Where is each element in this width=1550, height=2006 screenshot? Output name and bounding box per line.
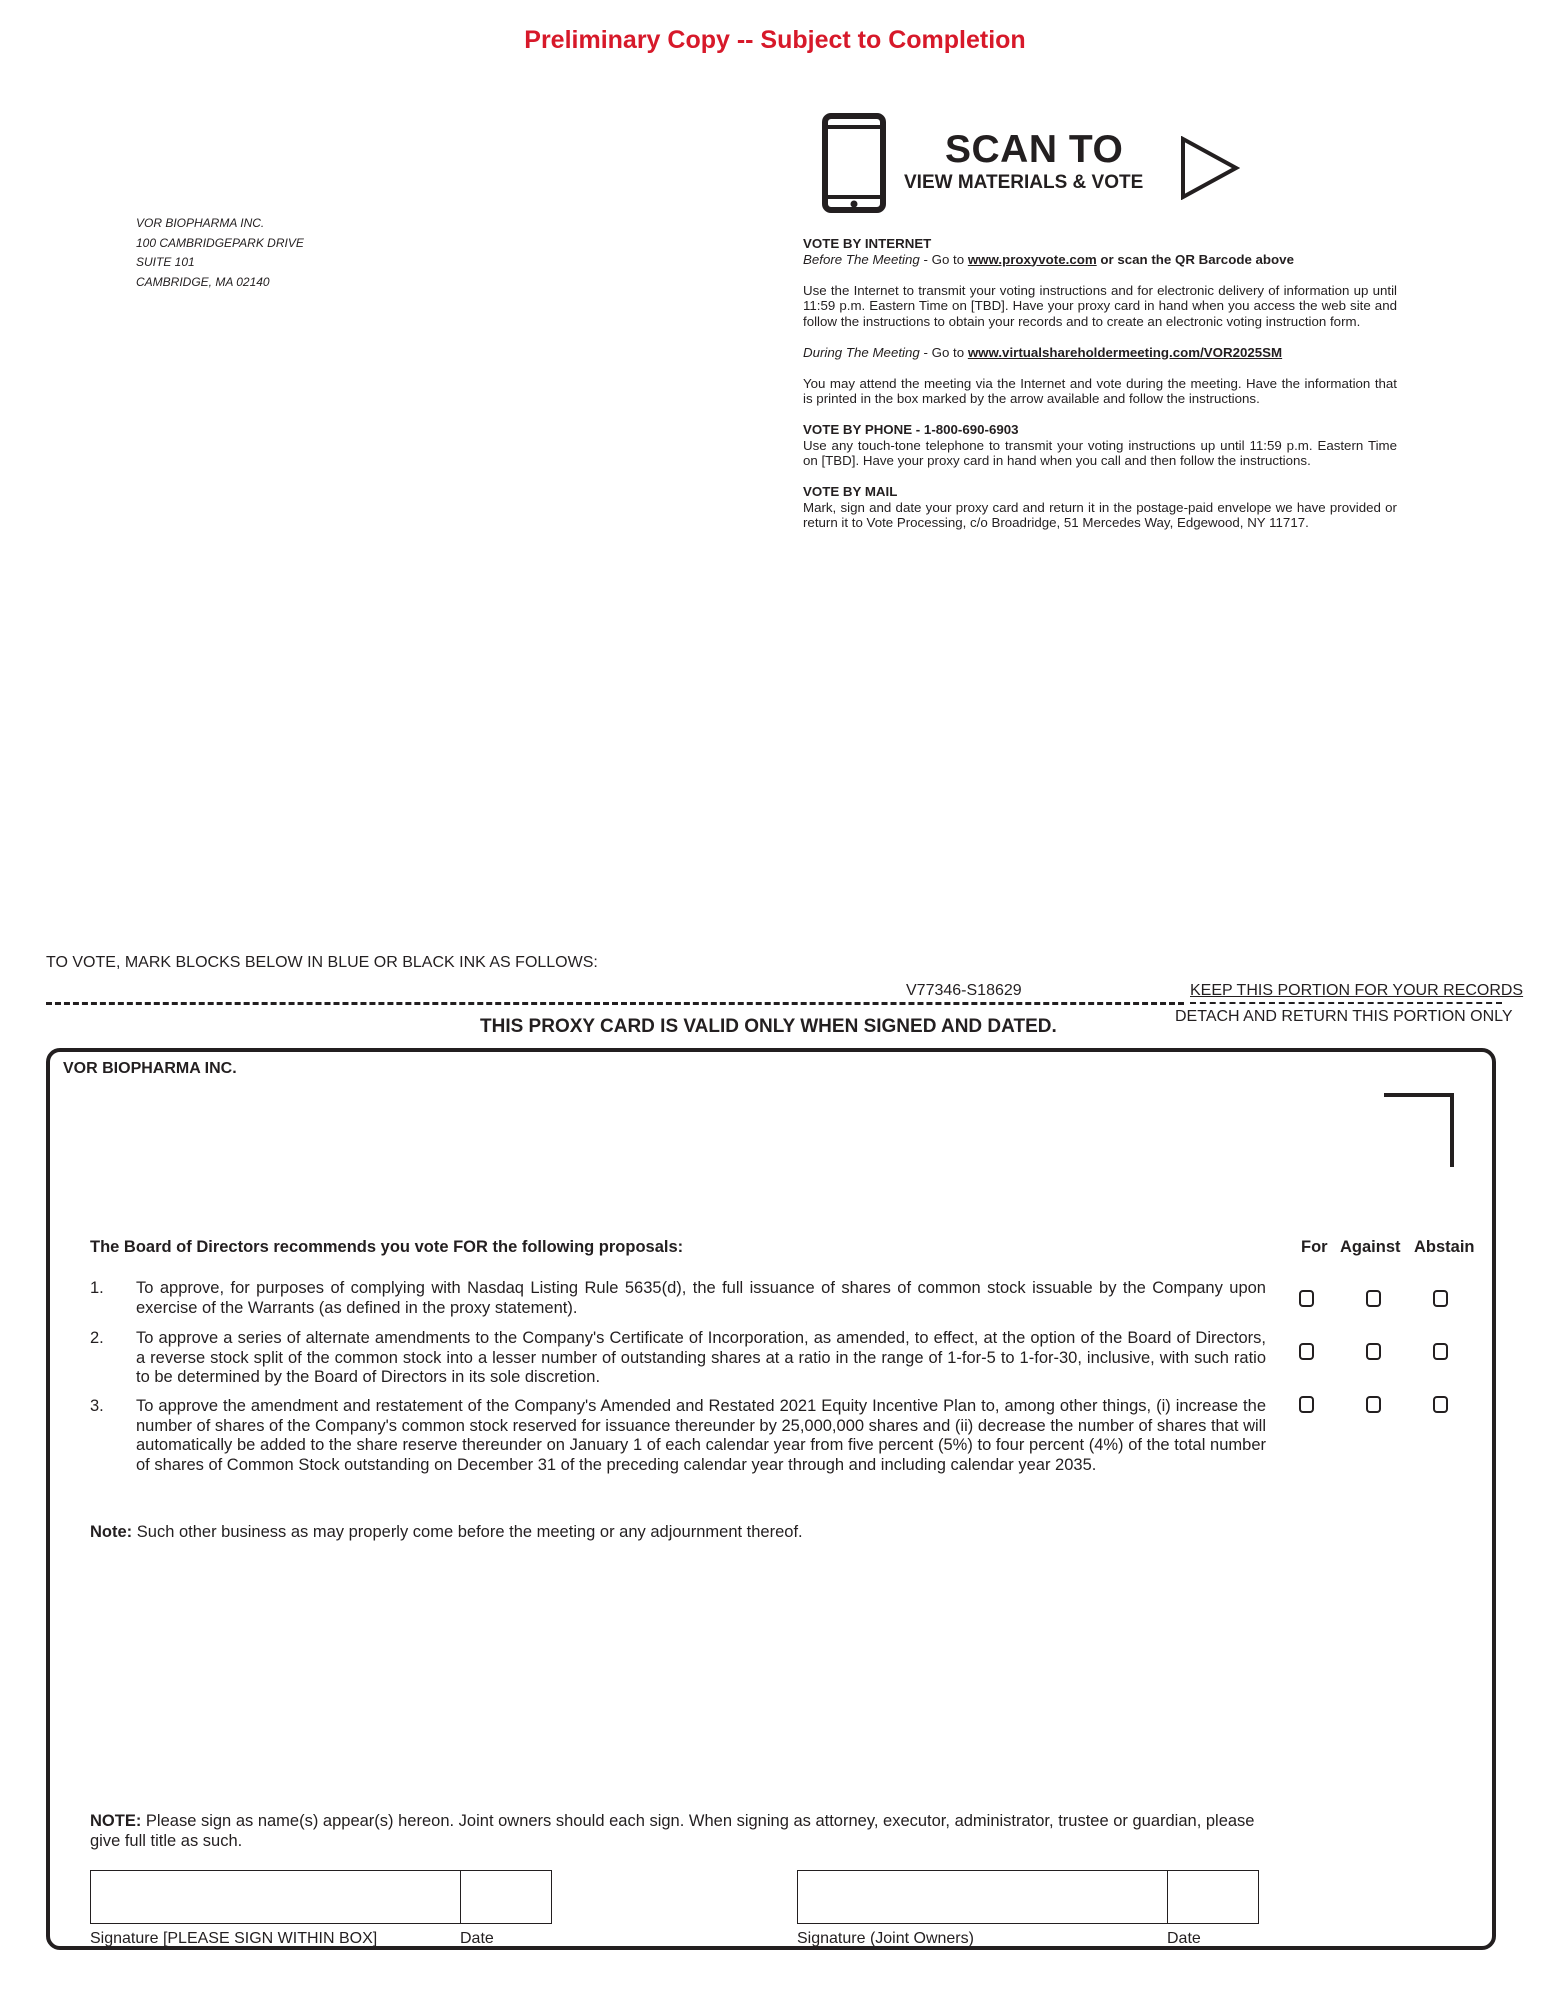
column-against: Against: [1340, 1238, 1401, 1256]
before-meeting-label: Before The Meeting: [803, 251, 920, 267]
vote-by-mail-heading: VOTE BY MAIL: [803, 484, 898, 499]
scan-to-title: SCAN TO: [945, 128, 1124, 171]
other-business-note: [90, 1523, 803, 1542]
checkbox-against[interactable]: [1366, 1290, 1381, 1307]
detach-return-label: DETACH AND RETURN THIS PORTION ONLY: [1175, 1008, 1513, 1025]
control-code: V77346-S18629: [902, 982, 1026, 1000]
checkbox-against[interactable]: [1366, 1343, 1381, 1360]
sign-note-text: Please sign as name(s) appear(s) hereon. Joint owners should each sign. When signing as attorney, executor, administrator, trustee or guardian, please give full title as such.: [90, 1812, 1255, 1850]
smartphone-icon: [822, 113, 886, 213]
proposal-text: To approve, for purposes of complying with Nasdaq Listing Rule 5635(d), the full issuance of shares of common stock issuable by the Company upon exercise of the Warrants (as defined in the proxy statement).: [136, 1279, 1266, 1317]
voting-instructions: [803, 236, 1397, 546]
proposal-text: To approve the amendment and restatement of the Company's Amended and Restated 2021 Equity Incentive Plan to, among other things, (i) increase the number of shares of the Company's common stock reserved for issuance thereunder by 25,000,000 shares and (ii) decrease the number of shares that will automatically be added to the share reserve thereunder on January 1 of each calendar year from five percent (5%) to four percent (4%) of the total number of shares of Common Stock outstanding on December 31 of the preceding calendar year through and including calendar year 2035.: [136, 1397, 1266, 1474]
vote-by-phone-heading: VOTE BY PHONE - 1-800-690-6903: [803, 422, 1019, 437]
mail-body: Mark, sign and date your proxy card and return it in the postage-paid envelope we have provided or return it to Vote Processing, c/o Broadridge, 51 Mercedes Way, Edgewood, NY 11717.: [803, 499, 1397, 530]
note-label: Note:: [90, 1523, 133, 1541]
address-line: 100 CAMBRIDGEPARK DRIVE: [136, 235, 304, 250]
date-label: Date: [460, 1930, 494, 1947]
column-for: For: [1301, 1238, 1328, 1256]
board-recommendation: The Board of Directors recommends you vote FOR the following proposals:: [90, 1238, 684, 1256]
keep-portion-label: KEEP THIS PORTION FOR YOUR RECORDS: [1190, 982, 1524, 999]
internet-body: Use the Internet to transmit your voting instructions and for electronic delivery of information up until 11:59 p.m. Eastern Time on [TBD]. Have your proxy card in hand when you access the web site and follow the instructions to obtain your records and to create an electronic voting instruction form.: [803, 282, 1397, 329]
joint-date-label: Date: [1167, 1930, 1201, 1947]
card-company-name: VOR BIOPHARMA INC.: [63, 1060, 237, 1077]
signature-label: Signature [PLEASE SIGN WITHIN BOX]: [90, 1930, 378, 1947]
detach-dashed-line: [1190, 1002, 1502, 1004]
checkbox-for[interactable]: [1299, 1290, 1314, 1307]
during-meeting-label: During The Meeting: [803, 344, 920, 360]
note-text: Such other business as may properly come before the meeting or any adjournment thereof.: [132, 1523, 803, 1541]
column-abstain: Abstain: [1414, 1238, 1475, 1256]
during-meeting-line: [803, 345, 1397, 361]
date-divider: [460, 1870, 461, 1924]
checkbox-abstain[interactable]: [1433, 1396, 1448, 1413]
before-meeting-line: [803, 252, 1397, 268]
checkbox-abstain[interactable]: [1433, 1343, 1448, 1360]
sender-address: [136, 214, 304, 292]
signing-note: [90, 1812, 1266, 1851]
vote-by-internet-heading: VOTE BY INTERNET: [803, 236, 932, 251]
scan-to-subtitle: VIEW MATERIALS & VOTE: [904, 172, 1144, 193]
during-meeting-body: You may attend the meeting via the Internet and vote during the meeting. Have the information that is printed in the box marked by the arrow available and follow the instructions.: [803, 375, 1397, 406]
date-divider: [1167, 1870, 1168, 1924]
checkbox-for[interactable]: [1299, 1396, 1314, 1413]
checkbox-against[interactable]: [1366, 1396, 1381, 1413]
proposal-text: To approve a series of alternate amendments to the Company's Certificate of Incorporation, as amended, to effect, at the option of the Board of Directors, a reverse stock split of the common stock into a lesser number of outstanding shares at a ratio in the range of 1-for-5 to 1-for-30, inclusive, with such ratio to be determined by the Board of Directors in its sole discretion.: [136, 1329, 1266, 1386]
checkbox-for[interactable]: [1299, 1343, 1314, 1360]
address-line: SUITE 101: [136, 255, 195, 269]
preliminary-copy-banner: Preliminary Copy -- Subject to Completion: [524, 26, 1026, 54]
play-arrow-icon: [1180, 136, 1240, 200]
proposal-number: 2.: [90, 1329, 104, 1347]
during-goto: - Go to: [919, 344, 968, 360]
phone-body: Use any touch-tone telephone to transmit your voting instructions up until 11:59 p.m. Eastern Time on [TBD]. Have your proxy card in hand when you call and then follow the instructions.: [803, 437, 1397, 468]
proxyvote-link[interactable]: www.proxyvote.com: [967, 251, 1097, 267]
address-line: CAMBRIDGE, MA 02140: [136, 274, 270, 289]
before-suffix: or scan the QR Barcode above: [1096, 251, 1294, 267]
corner-registration-mark: [1384, 1093, 1454, 1167]
detach-dashed-line: [46, 1002, 1184, 1005]
signature-field[interactable]: [90, 1870, 552, 1924]
address-line: VOR BIOPHARMA INC.: [136, 216, 265, 230]
valid-only-notice: THIS PROXY CARD IS VALID ONLY WHEN SIGNED AND DATED.: [480, 1016, 1057, 1037]
before-goto: - Go to: [919, 251, 968, 267]
mark-instruction: TO VOTE, MARK BLOCKS BELOW IN BLUE OR BLACK INK AS FOLLOWS:: [46, 954, 598, 971]
sign-note-label: NOTE:: [90, 1812, 142, 1830]
proposal-number: 3.: [90, 1397, 104, 1415]
virtual-meeting-link[interactable]: www.virtualshareholdermeeting.com/VOR2025SM: [967, 344, 1283, 360]
joint-signature-label: Signature (Joint Owners): [797, 1930, 974, 1947]
joint-signature-field[interactable]: [797, 1870, 1259, 1924]
checkbox-abstain[interactable]: [1433, 1290, 1448, 1307]
proposal-number: 1.: [90, 1279, 104, 1297]
